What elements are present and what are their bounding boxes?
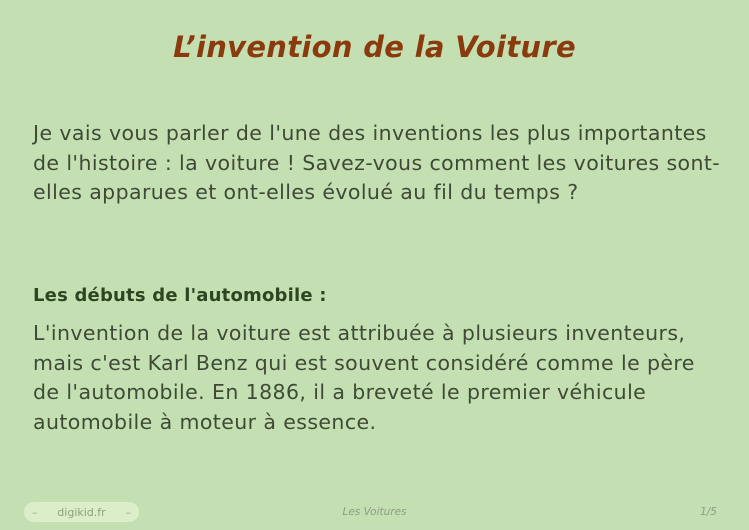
footer-document-title: Les Voitures: [342, 506, 407, 518]
footer-page-number: 1/5: [700, 506, 717, 518]
page-title: L’invention de la Voiture: [173, 30, 576, 64]
section-paragraph: L'invention de la voiture est attribuée à plusieurs inventeurs, mais c'est Karl Benz qui est souvent considéré comme le père de l'automobile. En 1886, il a breveté le premier véhicule automobile à moteur à essence.: [33, 321, 695, 434]
footer-dash-right: –: [125, 505, 131, 519]
footer-dash-left: –: [32, 505, 38, 519]
footer-brand-label: digikid.fr: [57, 505, 106, 519]
section-heading: Les débuts de l'automobile :: [33, 285, 327, 306]
intro-paragraph: Je vais vous parler de l'une des inventions les plus importantes de l'histoire : la voiture ! Savez-vous comment les voitures sont-elles apparues et ont-elles évolué au fil du temps ?: [33, 121, 721, 204]
